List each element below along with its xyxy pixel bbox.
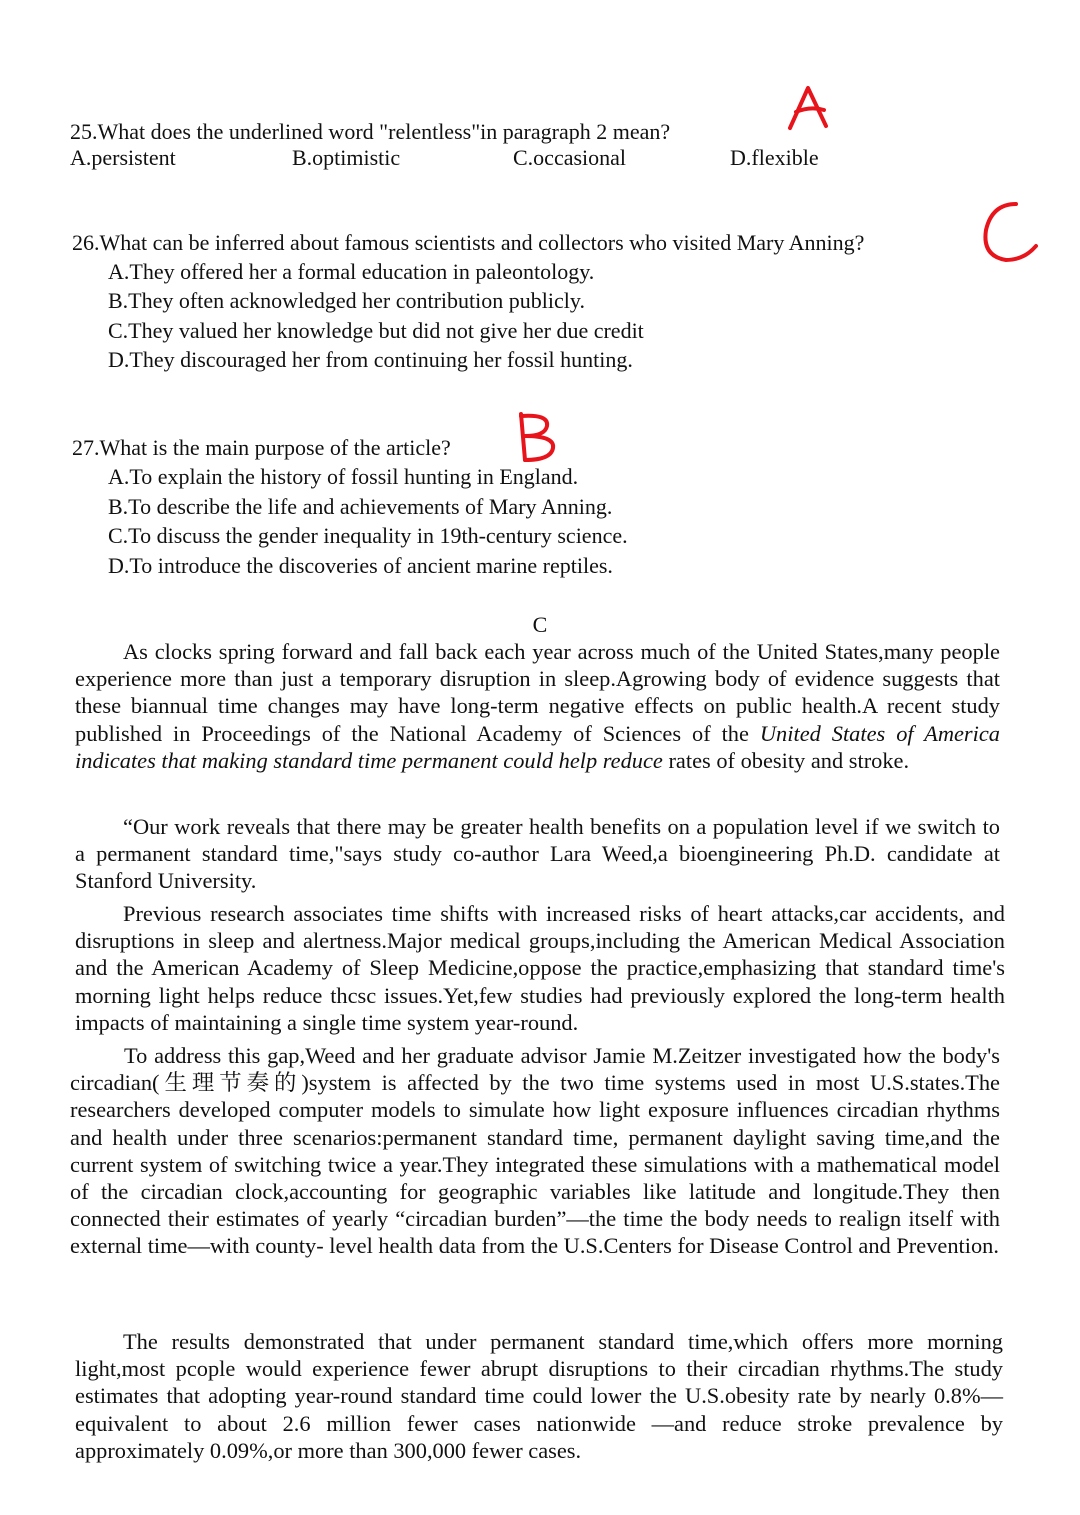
q27-option-d: D.To introduce the discoveries of ancient marine reptiles. [108,553,613,578]
handwritten-answer-c-mark [978,196,1044,266]
paragraph-1-text-b: rates of obesity and stroke. [662,747,910,773]
passage-paragraph-1 [75,638,1000,774]
q26-option-b: B.They often acknowledged her contribution publicly. [108,288,585,313]
q26-option-c: C.They valued her knowledge but did not give her due credit [108,318,644,343]
passage-paragraph-3: Previous research associates time shifts with increased risks of heart attacks,car accidents, and disruptions in sleep and alertness.Major medical groups,including the American Medical Association and the American Academy of Sleep Medicine,oppose the practice,emphasizing that standard time's morning light helps reduce thcsc issues.Yet,few studies had previously explored the long-term health impacts of maintaining a single time system year-round. [75,901,1005,1035]
section-letter: C [532,612,548,637]
paragraph-1-text-a: As clocks spring forward and fall back each year across much of the United States,many people experience more than just a temporary disruption in sleep.Agrowing body of evidence suggests that these biannual time changes may have long-term negative effects on public health.A recent study published in Proceedings of the National Academy of Sciences of the [75,639,1000,746]
question-25: 25.What does the underlined word "relentless"in paragraph 2 mean? [70,119,671,144]
passage-paragraph-5: The results demonstrated that under permanent standard time,which offers more morning light,most pcople would experience fewer abrupt disruptions to their circadian rhythms.The study estimates that adopting year-round standard time could lower the U.S.obesity rate by nearly 0.8%—equivalent to about 2.6 million fewer cases nationwide —and reduce stroke prevalence by approximately 0.09%,or more than 300,000 fewer cases. [75,1329,1003,1463]
q27-option-c: C.To discuss the gender inequality in 19th-century science. [108,523,628,548]
paragraph-1-italic-text: United States of America indicates that making standard time permanent could help reduce [75,720,1000,773]
question-26: 26.What can be inferred about famous scientists and collectors who visited Mary Anning? [72,230,865,255]
q27-option-a: A.To explain the history of fossil hunting in England. [108,464,579,489]
q27-option-b: B.To describe the life and achievements of Mary Anning. [108,494,613,519]
handwritten-answer-a-mark [786,84,832,132]
q26-option-a: A.They offered her a formal education in paleontology. [108,259,595,284]
q25-option-c: C.occasional [513,145,627,170]
q25-option-a: A.persistent [70,145,176,170]
handwritten-answer-b-mark [515,410,559,464]
question-27: 27.What is the main purpose of the article? [72,435,451,460]
q26-option-d: D.They discouraged her from continuing her fossil hunting. [108,347,633,372]
passage-paragraph-2: “Our work reveals that there may be greater health benefits on a population level if we switch to a permanent standard time,"says study co-author Lara Weed,a bioengineering Ph.D. candidate at Stanford University. [75,814,1000,894]
passage-paragraph-4: To address this gap,Weed and her graduate advisor Jamie M.Zeitzer investigated how the body's circadian(生理节奏的)system is affected by the two time systems used in most U.S.states.The researchers developed computer models to simulate how light exposure influences circadian rhythms and health under three scenarios:permanent standard time, permanent daylight saving time,and the current system of switching twice a year.They integrated these simulations with a mathematical model of the circadian clock,accounting for geographic variables like latitude and longitude.They then connected their estimates of yearly “circadian burden”—the time the body needs to realign itself with external time—with county- level health data from the U.S.Centers for Disease Control and Prevention. [70,1043,1000,1259]
q25-option-d: D.flexible [730,145,819,170]
q25-option-b: B.optimistic [292,145,401,170]
